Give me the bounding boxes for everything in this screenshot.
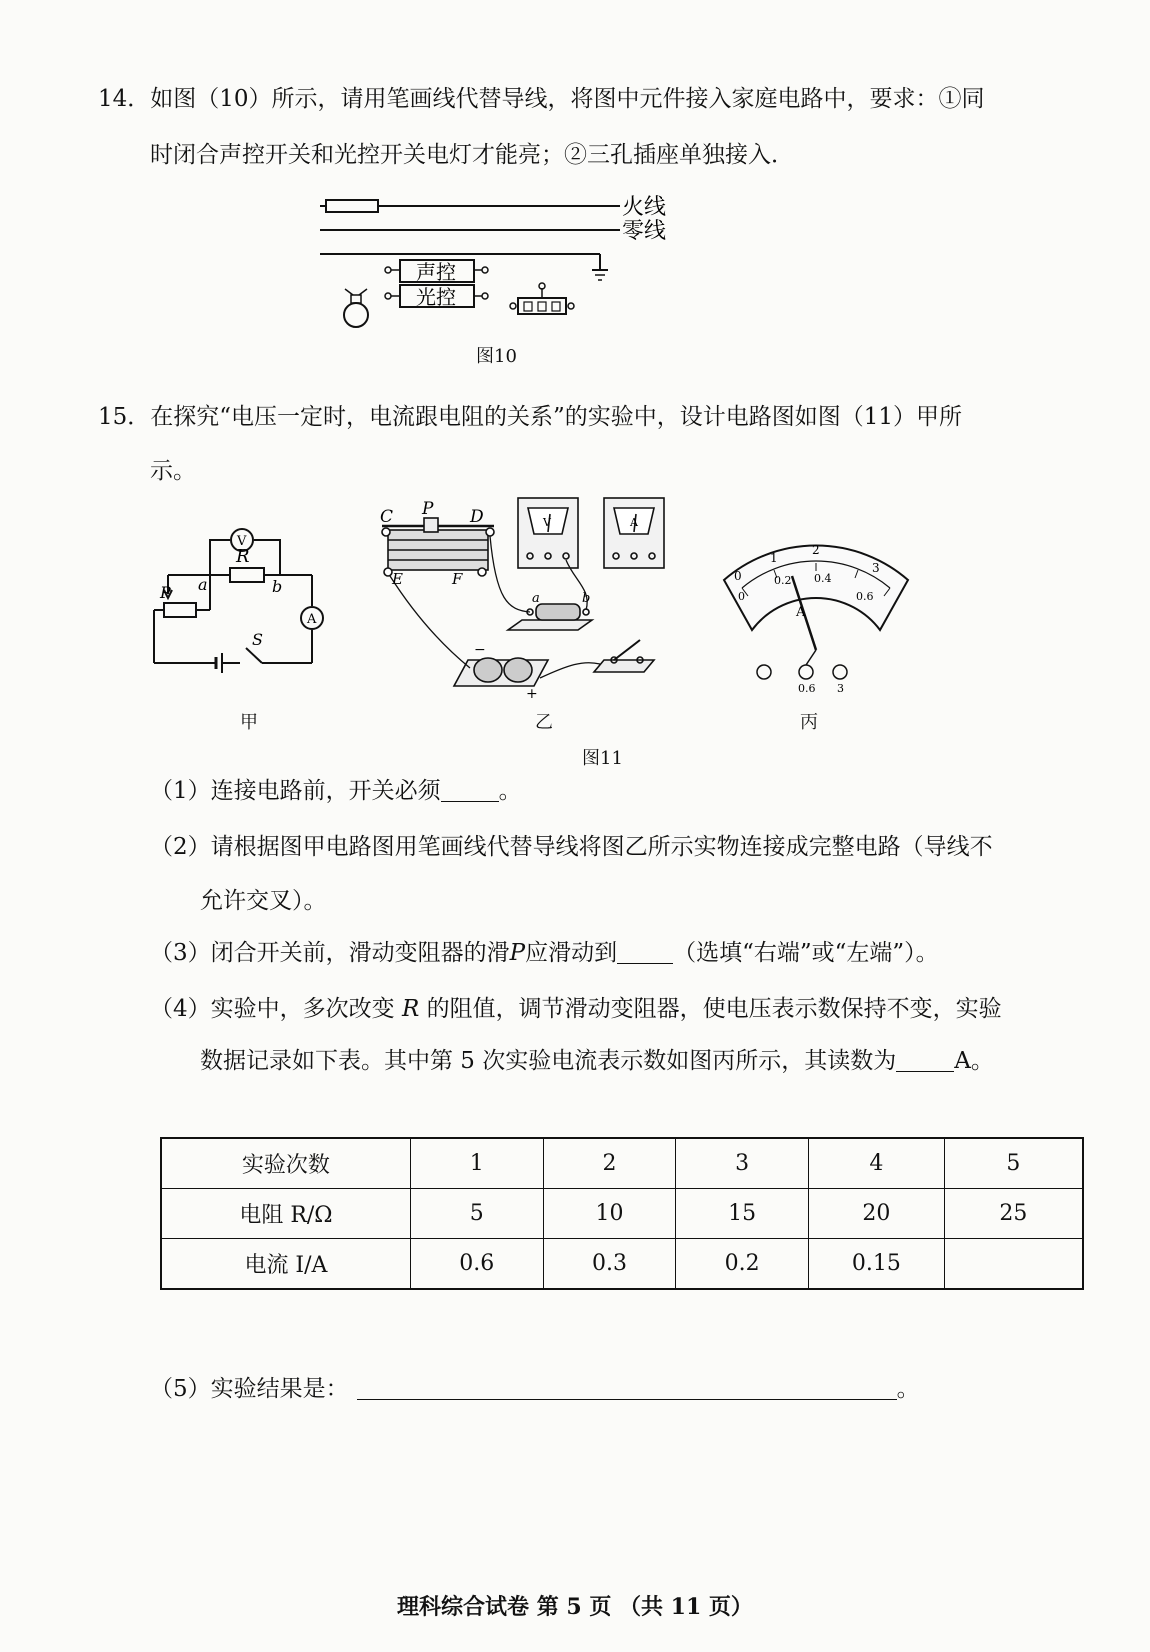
q15-sub4-line2: 数据记录如下表。其中第 5 次实验电流表示数如图丙所示，其读数为 A。 bbox=[200, 1048, 994, 1074]
sound-switch-label: 声控 bbox=[416, 260, 456, 284]
table-cell: 5 bbox=[944, 1138, 1083, 1189]
answer-blank-1[interactable] bbox=[441, 779, 499, 802]
svg-text:1: 1 bbox=[770, 551, 778, 565]
figure-11-caption: 图11 bbox=[582, 748, 623, 769]
svg-text:V: V bbox=[237, 534, 247, 549]
figure-10-caption: 图10 bbox=[476, 346, 517, 367]
svg-text:b: b bbox=[582, 591, 591, 606]
figure-11-yi-apparatus bbox=[378, 490, 708, 705]
svg-text:A: A bbox=[796, 605, 806, 620]
knife-switch-icon bbox=[594, 640, 654, 672]
q15-text-line1: 15．在探究“电压一定时，电流跟电阻的关系”的实验中，设计电路图如图（11）甲所 bbox=[98, 404, 963, 430]
svg-text:A: A bbox=[630, 516, 638, 529]
q15-sub1: （1）连接电路前，开关必须 。 bbox=[150, 778, 522, 804]
answer-blank-3[interactable] bbox=[617, 941, 673, 964]
svg-text:a: a bbox=[532, 591, 540, 606]
svg-text:2: 2 bbox=[812, 543, 820, 557]
fuse-icon bbox=[326, 200, 378, 212]
table-row bbox=[161, 1239, 1083, 1290]
live-wire-label: 火线 bbox=[622, 195, 667, 220]
svg-text:S: S bbox=[252, 630, 263, 649]
figure-11-jia-label: 甲 bbox=[240, 712, 258, 733]
table-row bbox=[161, 1189, 1083, 1239]
figure-11-jia-circuit-diagram bbox=[150, 510, 350, 710]
table-cell: 25 bbox=[944, 1189, 1083, 1239]
svg-text:−: − bbox=[474, 642, 486, 658]
dial-face bbox=[724, 546, 908, 630]
terminal-3 bbox=[833, 665, 847, 679]
svg-text:0.6: 0.6 bbox=[856, 590, 874, 603]
table-cell: 电阻 R/Ω bbox=[161, 1189, 410, 1239]
svg-text:R: R bbox=[236, 546, 250, 567]
answer-cell-current-5[interactable] bbox=[944, 1239, 1083, 1290]
answer-blank-5[interactable] bbox=[357, 1377, 897, 1400]
table-cell: 0.6 bbox=[410, 1239, 543, 1290]
page-footer: 理科综合试卷 第 5 页 （共 11 页） bbox=[397, 1594, 753, 1620]
svg-text:0: 0 bbox=[738, 590, 745, 603]
neutral-wire-label: 零线 bbox=[622, 219, 667, 244]
q15-sub3: （3）闭合开关前，滑动变阻器的滑P应滑动到 （选填“右端”或“左端”）。 bbox=[150, 940, 939, 966]
table-cell: 2 bbox=[543, 1138, 676, 1189]
table-cell: 电流 I/A bbox=[161, 1239, 410, 1290]
terminal-0-6 bbox=[799, 665, 813, 679]
figure-11-bing-label: 丙 bbox=[800, 712, 818, 733]
q15-sub4-line1: （4）实验中，多次改变 R 的阻值，调节滑动变阻器，使电压表示数保持不变，实验 bbox=[150, 996, 1002, 1022]
answer-blank-4[interactable] bbox=[896, 1049, 954, 1072]
switch-S-symbol bbox=[246, 648, 262, 663]
table-cell: 0.15 bbox=[809, 1239, 945, 1290]
table-cell: 15 bbox=[676, 1189, 809, 1239]
svg-text:a: a bbox=[198, 575, 208, 594]
figure-10-household-circuit bbox=[320, 192, 700, 352]
table-cell: 3 bbox=[676, 1138, 809, 1189]
svg-text:A: A bbox=[307, 612, 317, 627]
battery-icon bbox=[454, 658, 548, 686]
svg-text:0.4: 0.4 bbox=[814, 572, 832, 585]
svg-text:D: D bbox=[470, 507, 484, 527]
figure-11-bing-ammeter-dial bbox=[712, 520, 922, 700]
q14-text-line1: 14．如图（10）所示，请用笔画线代替导线，将图中元件接入家庭电路中，要求：①同 bbox=[98, 86, 985, 112]
resistor-on-base-icon bbox=[508, 604, 592, 630]
q15-text-line2: 示。 bbox=[150, 458, 196, 484]
svg-text:0.2: 0.2 bbox=[774, 574, 792, 587]
svg-text:V: V bbox=[543, 516, 551, 529]
rheostat-symbol bbox=[164, 603, 196, 617]
q14-text-line2: 时闭合声控开关和光控开关电灯才能亮；②三孔插座单独接入． bbox=[150, 142, 794, 168]
resistor-R-symbol bbox=[230, 568, 264, 582]
svg-text:3: 3 bbox=[837, 682, 844, 695]
terminal-minus bbox=[757, 665, 771, 679]
svg-text:F: F bbox=[452, 570, 463, 588]
svg-text:b: b bbox=[272, 577, 283, 596]
voltmeter-icon bbox=[518, 498, 578, 568]
svg-text:C: C bbox=[380, 507, 394, 527]
svg-text:3: 3 bbox=[872, 561, 880, 575]
q15-sub2-line1: （2）请根据图甲电路图用笔画线代替导线将图乙所示实物连接成完整电路（导线不 bbox=[150, 834, 993, 860]
table-cell: 10 bbox=[543, 1189, 676, 1239]
svg-text:0: 0 bbox=[734, 569, 742, 583]
figure-11-yi-label: 乙 bbox=[535, 712, 553, 733]
table-cell: 4 bbox=[809, 1138, 945, 1189]
three-hole-socket-icon bbox=[510, 283, 574, 314]
table-cell: 20 bbox=[809, 1189, 945, 1239]
svg-text:+: + bbox=[526, 686, 538, 702]
svg-text:P: P bbox=[422, 499, 434, 519]
table-cell: 1 bbox=[410, 1138, 543, 1189]
table-cell: 实验次数 bbox=[161, 1138, 410, 1189]
experiment-data-table bbox=[160, 1137, 1084, 1290]
table-cell: 5 bbox=[410, 1189, 543, 1239]
light-switch-label: 光控 bbox=[416, 285, 456, 309]
ammeter-icon bbox=[604, 498, 664, 568]
lamp-icon bbox=[344, 289, 368, 327]
svg-text:0.6: 0.6 bbox=[798, 682, 816, 695]
table-row bbox=[161, 1138, 1083, 1189]
q15-sub2-line2: 允许交叉）。 bbox=[200, 888, 327, 914]
table-cell: 0.3 bbox=[543, 1239, 676, 1290]
svg-text:P: P bbox=[160, 583, 171, 602]
table-cell: 0.2 bbox=[676, 1239, 809, 1290]
svg-text:E: E bbox=[392, 570, 403, 588]
q15-sub5: （5）实验结果是： 。 bbox=[150, 1376, 920, 1402]
